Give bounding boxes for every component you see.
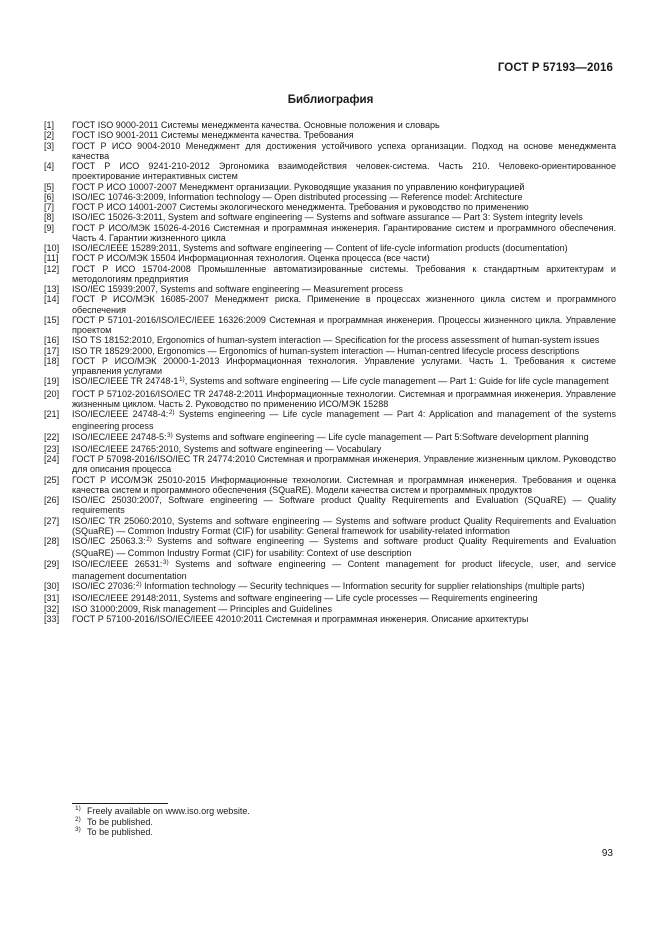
- bibliography-item-number: [16]: [44, 335, 60, 346]
- bibliography-item-text: ISO/IEC 25030:2007, Software engineering — Software product Quality Requirements and Evaluation (SQuaRE) — Quality requirements: [72, 495, 616, 516]
- bibliography-item-text: ISO/IEC 15939:2007, Systems and software engineering — Measurement process: [72, 284, 403, 294]
- bibliography-item: [44, 432, 616, 444]
- bibliography-item-number: [11]: [44, 253, 59, 264]
- bibliography-item-number: [24]: [44, 454, 60, 464]
- bibliography-item: [44, 315, 616, 336]
- bibliography-item: [44, 389, 616, 410]
- footnote-text: To be published.: [87, 816, 153, 827]
- bibliography-item: [44, 253, 616, 263]
- footnote-reference-mark: 1): [178, 376, 185, 384]
- bibliography-item: [44, 264, 616, 285]
- bibliography-item-number: [5]: [44, 181, 55, 192]
- bibliography-item-number: [29]: [44, 558, 60, 569]
- bibliography-item-text: ГОСТ Р ИСО 9004-2010 Менеджмент для достижения устойчивого успеха организации. Подход на основе менеджмента качества: [72, 140, 616, 161]
- bibliography-item-number: [20]: [44, 388, 60, 399]
- bibliography-item: [44, 346, 616, 356]
- bibliography-item-text: [72, 536, 616, 559]
- footnote-text: To be published.: [87, 827, 153, 838]
- bibliography-item: [44, 581, 616, 593]
- footnote-reference-mark: 2): [168, 409, 175, 416]
- bibliography-item-title: Systems and software engineering — Content management for product lifecycle, user, and service management documentation: [72, 558, 616, 581]
- bibliography-item: [44, 614, 616, 624]
- bibliography-item: [44, 356, 616, 377]
- bibliography-item-number: [9]: [44, 222, 55, 233]
- bibliography-item-text: ГОСТ Р 57098-2016/ISO/IEC TR 24774:2010 Системная и программная инженерия. Управление жизненным циклом. Руководство для описания процесса: [72, 454, 616, 475]
- bibliography-item-number: [19]: [44, 376, 60, 387]
- bibliography-item: [44, 593, 616, 603]
- bibliography-item-number: [30]: [44, 581, 60, 591]
- bibliography-item: [44, 212, 616, 222]
- bibliography-item: [44, 284, 616, 294]
- bibliography-item-number: [3]: [44, 140, 55, 151]
- footnote: [75, 806, 250, 817]
- bibliography-item-text: ISO/IEC 15026-3:2011, System and software engineering — Systems and software assurance — Part 3: System integrity levels: [72, 212, 583, 223]
- footnote-reference-mark: 2): [146, 536, 152, 543]
- bibliography-item-number: [12]: [44, 263, 60, 274]
- bibliography-item-number: [10]: [44, 243, 60, 253]
- bibliography-item: [44, 495, 616, 516]
- bibliography-item: [44, 604, 616, 614]
- section-title: Библиография: [287, 94, 374, 106]
- bibliography-item-text: [72, 409, 616, 432]
- bibliography-item-text: ISO/IEC TR 25060:2010, Systems and software engineering — Systems and software product Quality Requirements and Evaluation (SQuaRE) — Common Industry Format (CIF) for usability: General framework for usability-related information: [72, 515, 616, 536]
- bibliography-item: [44, 243, 616, 253]
- bibliography-item-text: ГОСТ ISO 9001-2011 Системы менеджмента качества. Требования: [72, 130, 354, 141]
- footnote-text: Freely available on www.iso.org website.: [87, 806, 250, 816]
- bibliography-item-text: ГОСТ ISO 9000-2011 Системы менеджмента качества. Основные положения и словарь: [72, 120, 440, 130]
- footnote-mark: 1): [75, 805, 81, 812]
- bibliography-item-text: ГОСТ Р ИСО 15704-2008 Промышленные автоматизированные системы. Требования к стандартным архитектурам и методологиям предприятия: [72, 263, 616, 284]
- bibliography-item-title: Systems and software engineering — Life cycle management — Part 5:Software development planning: [172, 431, 589, 442]
- bibliography-item-number: [31]: [44, 593, 60, 604]
- footnote-reference-mark: 3): [162, 558, 169, 566]
- bibliography-item-text: [72, 581, 616, 593]
- bibliography-item-text: ISO/IEC 10746-3:2009, Information technology — Open distributed processing — Reference model: Architecture: [72, 191, 523, 202]
- bibliography-item-text: ISO/IEC/IEEE 29148:2011, Systems and software engineering — Life cycle processes — Requirements engineering: [72, 593, 538, 604]
- bibliography-item: [44, 409, 616, 432]
- bibliography-item-number: [23]: [44, 443, 60, 454]
- bibliography-item-designation: ISO/IEC 25063.3:: [72, 536, 146, 546]
- bibliography-item-designation: ISO/IEC 27036:: [72, 581, 136, 591]
- bibliography-item: [44, 516, 616, 537]
- footnote-mark: 3): [75, 826, 81, 834]
- bibliography-item-text: ГОСТ Р ИСО 14001-2007 Системы экологического менеджмента. Требования и руководство по применению: [72, 202, 529, 212]
- bibliography-item-title: Information technology — Security techniques — Information security for supplier relationships (multiple parts): [141, 581, 585, 591]
- bibliography-item-text: ГОСТ Р ИСО/МЭК 20000-1-2013 Информационная технология. Управление услугами. Часть 1. Требования к системе управления услугами: [72, 355, 616, 376]
- bibliography-item-number: [22]: [44, 431, 60, 442]
- bibliography-item-number: [6]: [44, 191, 55, 202]
- bibliography-item-number: [2]: [44, 130, 55, 141]
- bibliography-item-text: [72, 432, 616, 444]
- bibliography-item: [44, 141, 616, 162]
- footnote: [75, 827, 250, 838]
- bibliography-item-number: [18]: [44, 355, 60, 366]
- bibliography-item-designation: ISO/IEC/IEEE 26531:: [72, 558, 163, 569]
- bibliography-item-text: ISO/IEC/IEEE 24765:2010, Systems and software engineering — Vocabulary: [72, 443, 382, 454]
- bibliography-item-number: [1]: [44, 120, 55, 130]
- bibliography-item-text: ГОСТ Р 57101-2016/ISO/IEC/IEEE 16326:2009 Системная и программная инженерия. Процессы жизненного цикла. Управление проектом: [72, 314, 616, 335]
- bibliography-item-text: ГОСТ Р ИСО 10007-2007 Менеджмент организации. Руководящие указания по управлению конфигурацией: [72, 181, 525, 192]
- bibliography-item-number: [32]: [44, 603, 60, 614]
- bibliography-item: [44, 294, 616, 315]
- bibliography-item-designation: ISO/IEC/IEEE 24748-4:: [72, 409, 169, 419]
- bibliography-item-number: [4]: [44, 161, 55, 171]
- bibliography-item: [44, 130, 616, 140]
- footnotes: [75, 806, 250, 838]
- bibliography-item: [44, 475, 616, 496]
- bibliography-item-text: ISO TS 18152:2010, Ergonomics of human-system interaction — Specification for the process assessment of human-system issues: [72, 335, 600, 346]
- bibliography-item-number: [26]: [44, 495, 60, 505]
- footnote: [75, 817, 250, 828]
- bibliography-item-number: [33]: [44, 613, 60, 624]
- bibliography-item-title: Systems and software engineering — Systems and software product Quality Requirements and Evaluation (SQuaRE) — Common Industry Format (CIF) for usability: Context of use description: [72, 536, 616, 559]
- bibliography-item-number: [25]: [44, 474, 60, 485]
- bibliography-item: [44, 536, 616, 559]
- bibliography-item: [44, 335, 616, 345]
- bibliography-item-number: [27]: [44, 515, 60, 526]
- footnote-mark: 2): [75, 815, 81, 823]
- bibliography-item-title: Systems engineering — Life cycle management — Part 4: Application and management of the systems engineering process: [72, 409, 616, 432]
- footnote-reference-mark: 3): [167, 431, 173, 439]
- bibliography-item: [44, 120, 616, 130]
- bibliography-item-number: [8]: [44, 212, 55, 223]
- bibliography-item: [44, 161, 616, 182]
- bibliography-item: [44, 182, 616, 192]
- bibliography-item-text: ГОСТ Р 57102-2016/ISO/IEC TR 24748-2:2011 Информационные технологии. Системная и программная инженерия. Управление жизненным циклом. Часть 2. Руководство по применению ИСО/МЭК 15288: [72, 388, 616, 409]
- bibliography-item-number: [14]: [44, 294, 60, 305]
- bibliography-item-text: ISO TR 18529:2000, Ergonomics — Ergonomics of human-system interaction — Human-centred lifecycle process descriptions: [72, 345, 580, 356]
- page-number: 93: [601, 848, 613, 859]
- bibliography-list: [44, 120, 616, 624]
- bibliography-item-text: ГОСТ Р ИСО/МЭК 16085-2007 Менеджмент риска. Применение в процессах жизненного цикла систем и программного обеспечения: [72, 294, 616, 315]
- bibliography-item: [44, 223, 616, 244]
- bibliography-item-text: ГОСТ Р ИСО 9241-210-2012 Эргономика взаимодействия человек-система. Часть 210. Человеко-ориентированное проектирование интерактивных систем: [72, 161, 616, 182]
- bibliography-item: [44, 444, 616, 454]
- bibliography-item-designation: ISO/IEC/IEEE TR 24748-1: [72, 376, 179, 387]
- bibliography-item-number: [28]: [44, 536, 60, 546]
- bibliography-item-number: [15]: [44, 314, 60, 325]
- bibliography-item-text: ГОСТ Р ИСО/МЭК 25010-2015 Информационные технологии. Системная и программная инженерия. Требования и оценка качества систем и программного обеспечения (SQuaRE). Модели качества систем и программных продуктов: [72, 474, 616, 495]
- bibliography-item: [44, 202, 616, 212]
- bibliography-item-number: [21]: [44, 409, 60, 419]
- bibliography-item-text: ГОСТ Р ИСО/МЭК 15504 Информационная технология. Оценка процесса (все части): [72, 253, 430, 264]
- bibliography-item-number: [7]: [44, 202, 55, 212]
- bibliography-item-title: , Systems and software engineering — Life cycle management — Part 1: Guide for life cycle management: [184, 376, 609, 387]
- footnote-reference-mark: 2): [135, 581, 142, 588]
- bibliography-item-text: [72, 376, 616, 388]
- bibliography-item-text: [72, 559, 616, 582]
- bibliography-item-text: ГОСТ Р 57100-2016/ISO/IEC/IEEE 42010:2011 Системная и программная инженерия. Описание архитектуры: [72, 613, 529, 624]
- bibliography-item: [44, 192, 616, 202]
- bibliography-item: [44, 559, 616, 582]
- bibliography-item-text: ISO/IEC/IEEE 15289:2011, Systems and software engineering — Content of life-cycle information products (documentation): [72, 243, 568, 253]
- standard-code: ГОСТ Р 57193—2016: [497, 62, 613, 74]
- bibliography-item-text: ГОСТ Р ИСО/МЭК 15026-4-2016 Системная и программная инженерия. Гарантирование систем и программного обеспечения. Часть 4. Гарантии жизненного цикла: [72, 222, 616, 243]
- bibliography-item: [44, 376, 616, 388]
- bibliography-item-number: [13]: [44, 284, 60, 294]
- bibliography-item: [44, 454, 616, 475]
- bibliography-item-designation: ISO/IEC/IEEE 24748-5:: [72, 431, 167, 442]
- bibliography-item-number: [17]: [44, 345, 60, 356]
- bibliography-item-text: ISO 31000:2009, Risk management — Principles and Guidelines: [72, 603, 332, 614]
